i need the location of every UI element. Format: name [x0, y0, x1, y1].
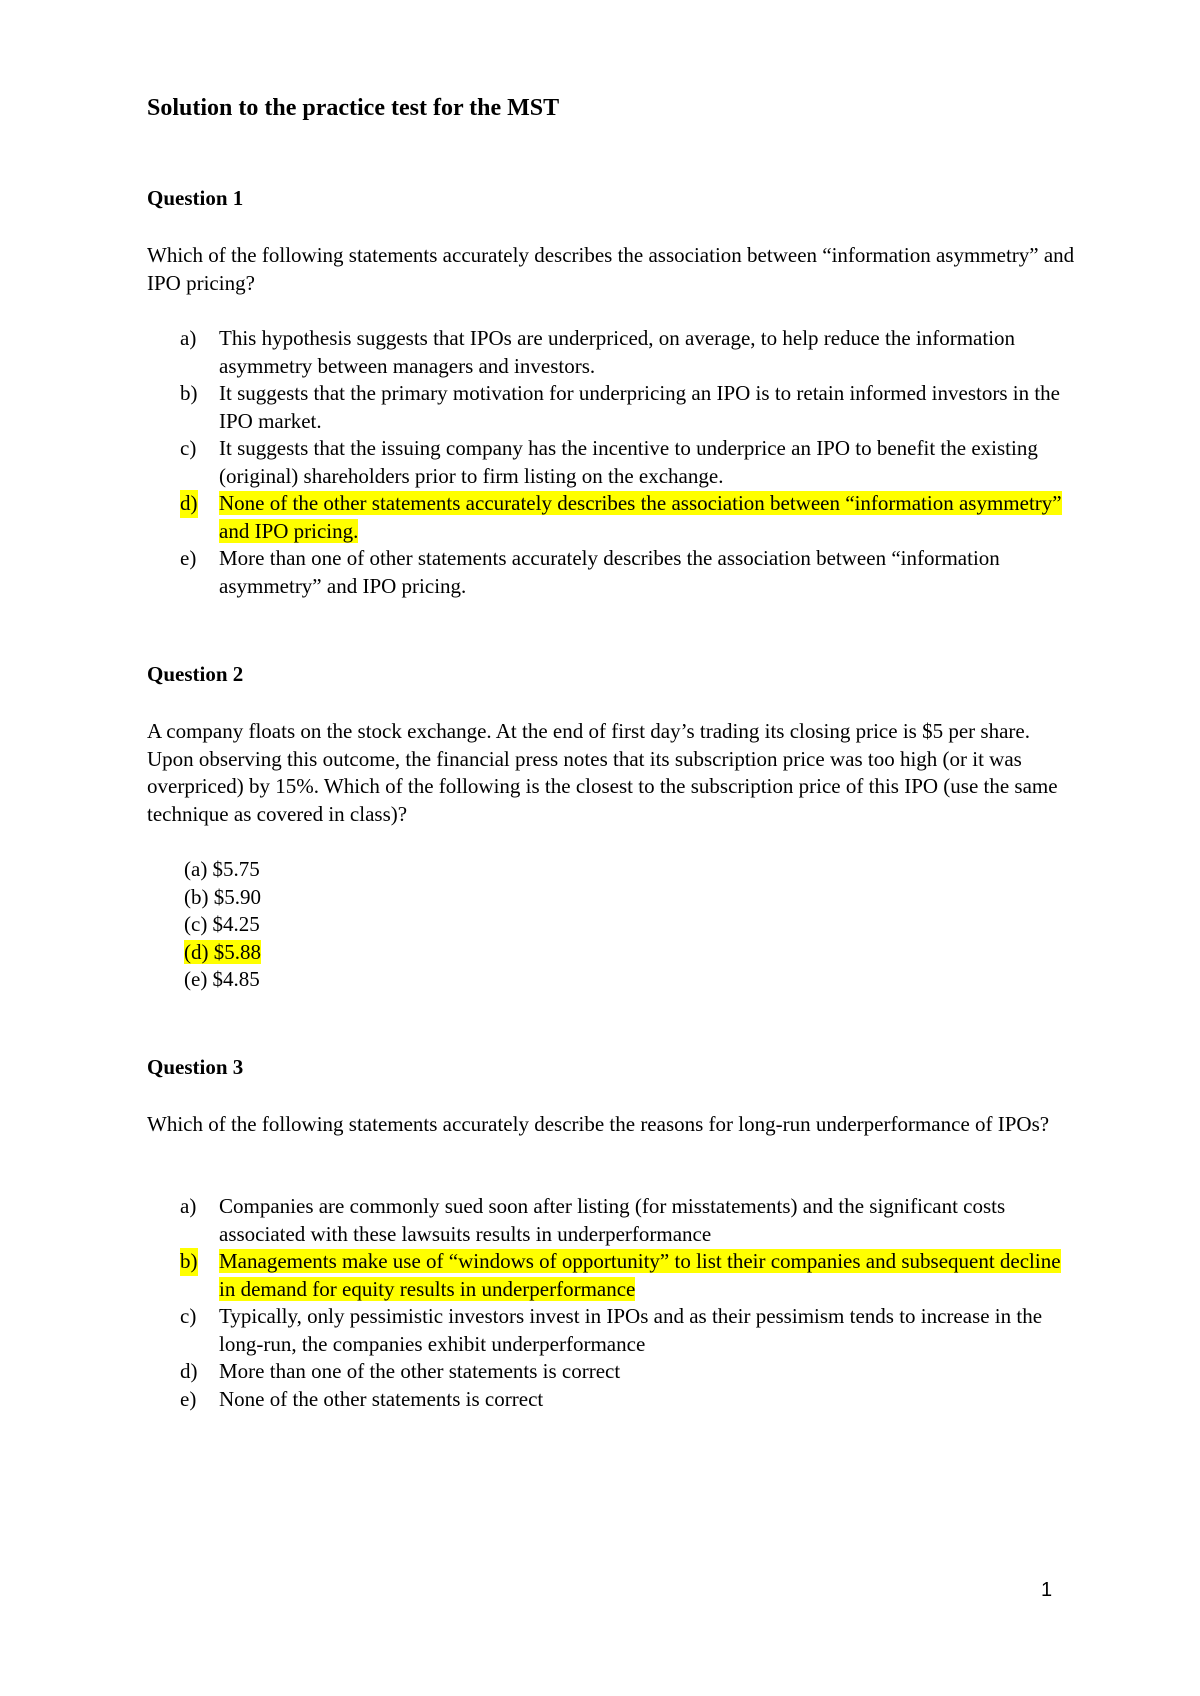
question-1-option-b [147, 380, 1077, 435]
question-1-option-d-correct [147, 490, 1077, 545]
question-1-option-a [147, 325, 1077, 380]
option-text-highlighted: None of the other statements accurately describes the association between “information asymmetry” and IPO pricing. [219, 491, 1062, 543]
option-label: a) [180, 1194, 197, 1218]
question-3-option-a [147, 1193, 1077, 1248]
option-label: c) [180, 1304, 197, 1328]
option-label: a) [180, 326, 197, 350]
option-label: e) [180, 546, 197, 570]
option-label: d) [180, 1359, 198, 1383]
option-text: It suggests that the issuing company has the incentive to underprice an IPO to benefit the existing (original) shareholders prior to firm listing on the exchange. [219, 436, 1038, 488]
option-text-highlighted: Managements make use of “windows of opportunity” to list their companies and subsequent decline in demand for equity results in underperformance [219, 1249, 1061, 1301]
question-2-heading: Question 2 [147, 662, 244, 686]
option-text: Typically, only pessimistic investors invest in IPOs and as their pessimism tends to increase in the long-run, the companies exhibit underperformance [219, 1304, 1043, 1356]
question-2-option-c: (c) $4.25 [184, 912, 260, 936]
question-3-options [147, 1193, 1077, 1413]
question-3-text: Which of the following statements accurately describe the reasons for long-run underperformance of IPOs? [147, 1112, 1050, 1136]
question-2-option-b: (b) $5.90 [184, 884, 261, 909]
question-1-option-c [147, 435, 1077, 490]
question-3-option-d [147, 1358, 1077, 1386]
option-label: e) [180, 1386, 197, 1411]
question-3-heading: Question 3 [147, 1055, 244, 1079]
option-text: This hypothesis suggests that IPOs are underpriced, on average, to help reduce the information asymmetry between managers and investors. [219, 326, 1016, 378]
option-text: More than one of other statements accurately describes the association between “information asymmetry” and IPO pricing. [219, 546, 1000, 598]
question-3-option-c [147, 1303, 1077, 1358]
question-2-option-a: (a) $5.75 [184, 857, 260, 881]
question-2-text: A company floats on the stock exchange. At the end of first day’s trading its closing price is $5 per share. Upon observing this outcome, the financial press notes that its subscription price was too high (or it was overpriced) by 15%. Which of the following is the closest to the subscription price of this IPO (use the same technique as covered in class)? [147, 719, 1058, 826]
page-title: Solution to the practice test for the MST [147, 95, 560, 121]
question-1-text: Which of the following statements accurately describes the association between “information asymmetry” and IPO pricing? [147, 243, 1075, 295]
option-label: b) [180, 1248, 198, 1276]
option-label: b) [180, 381, 198, 405]
question-2-options [184, 856, 261, 994]
option-text-highlighted: (d) $5.88 [184, 939, 261, 964]
question-3-option-b-correct [147, 1248, 1077, 1303]
question-1-option-e [147, 545, 1077, 600]
question-1-options [147, 325, 1077, 600]
question-2-option-e: (e) $4.85 [184, 967, 260, 991]
option-text: More than one of the other statements is correct [219, 1359, 621, 1383]
option-text: None of the other statements is correct [219, 1386, 544, 1411]
question-1-heading: Question 1 [147, 186, 244, 210]
option-label: c) [180, 436, 197, 460]
option-text: It suggests that the primary motivation for underpricing an IPO is to retain informed investors in the IPO market. [219, 381, 1060, 433]
question-2-option-d-correct [184, 939, 261, 967]
question-3-option-e [147, 1386, 1077, 1414]
option-label: d) [180, 490, 198, 518]
option-text: Companies are commonly sued soon after listing (for misstatements) and the significant costs associated with these lawsuits results in underperformance [219, 1194, 1006, 1246]
page-number: 1 [1041, 1579, 1053, 1601]
